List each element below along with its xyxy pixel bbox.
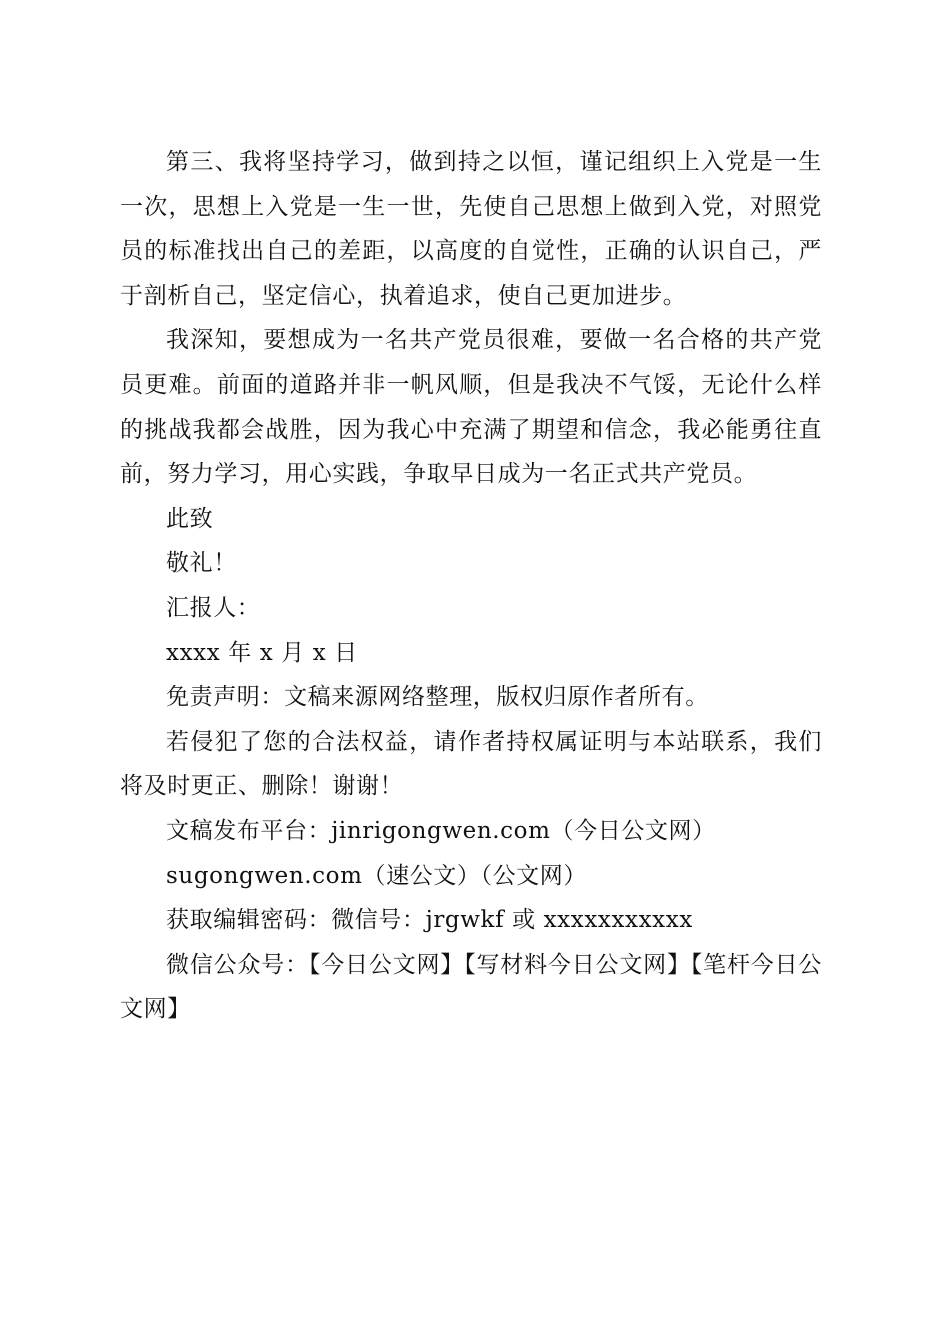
edit-password-info: 获取编辑密码：微信号：jrgwkf 或 xxxxxxxxxxx xyxy=(166,907,693,934)
salutation: 此致 xyxy=(166,505,214,532)
body-paragraph-2: 我深知，要想成为一名共产党员很难，要做一名合格的共产党员更难。前面的道路并非一帆风顺，但是我决不气馁，无论什么样的挑战我都会战胜，因为我心中充满了期望和信念，我必能勇往直前，努力学习，用心实践，争取早日成为一名正式共产党员。 xyxy=(120,327,822,488)
report-date: xxxx 年 x 月 x 日 xyxy=(166,639,358,666)
disclaimer: 免责声明：文稿来源网络整理，版权归原作者所有。 xyxy=(166,684,709,711)
body-paragraph-1: 第三、我将坚持学习，做到持之以恒，谨记组织上入党是一生一次，思想上入党是一生一世，先使自己思想上做到入党，对照党员的标准找出自己的差距，以高度的自觉性，正确的认识自己，严于剖析自己，坚定信心，执着追求，使自己更加进步。 xyxy=(120,149,822,309)
document-page xyxy=(120,140,822,1032)
related-sites: sugongwen.com（速公文）（公文网） xyxy=(166,862,587,889)
contact-notice: 若侵犯了您的合法权益，请作者持权属证明与本站联系，我们将及时更正、删除！谢谢！ xyxy=(120,728,822,800)
respect-closing: 敬礼！ xyxy=(166,550,237,577)
wechat-accounts: 微信公众号：【今日公文网】【写材料今日公文网】【笔杆今日公文网】 xyxy=(120,951,822,1023)
publish-platform: 文稿发布平台：jinrigongwen.com（今日公文网） xyxy=(166,817,716,844)
reporter-label: 汇报人： xyxy=(166,594,261,621)
